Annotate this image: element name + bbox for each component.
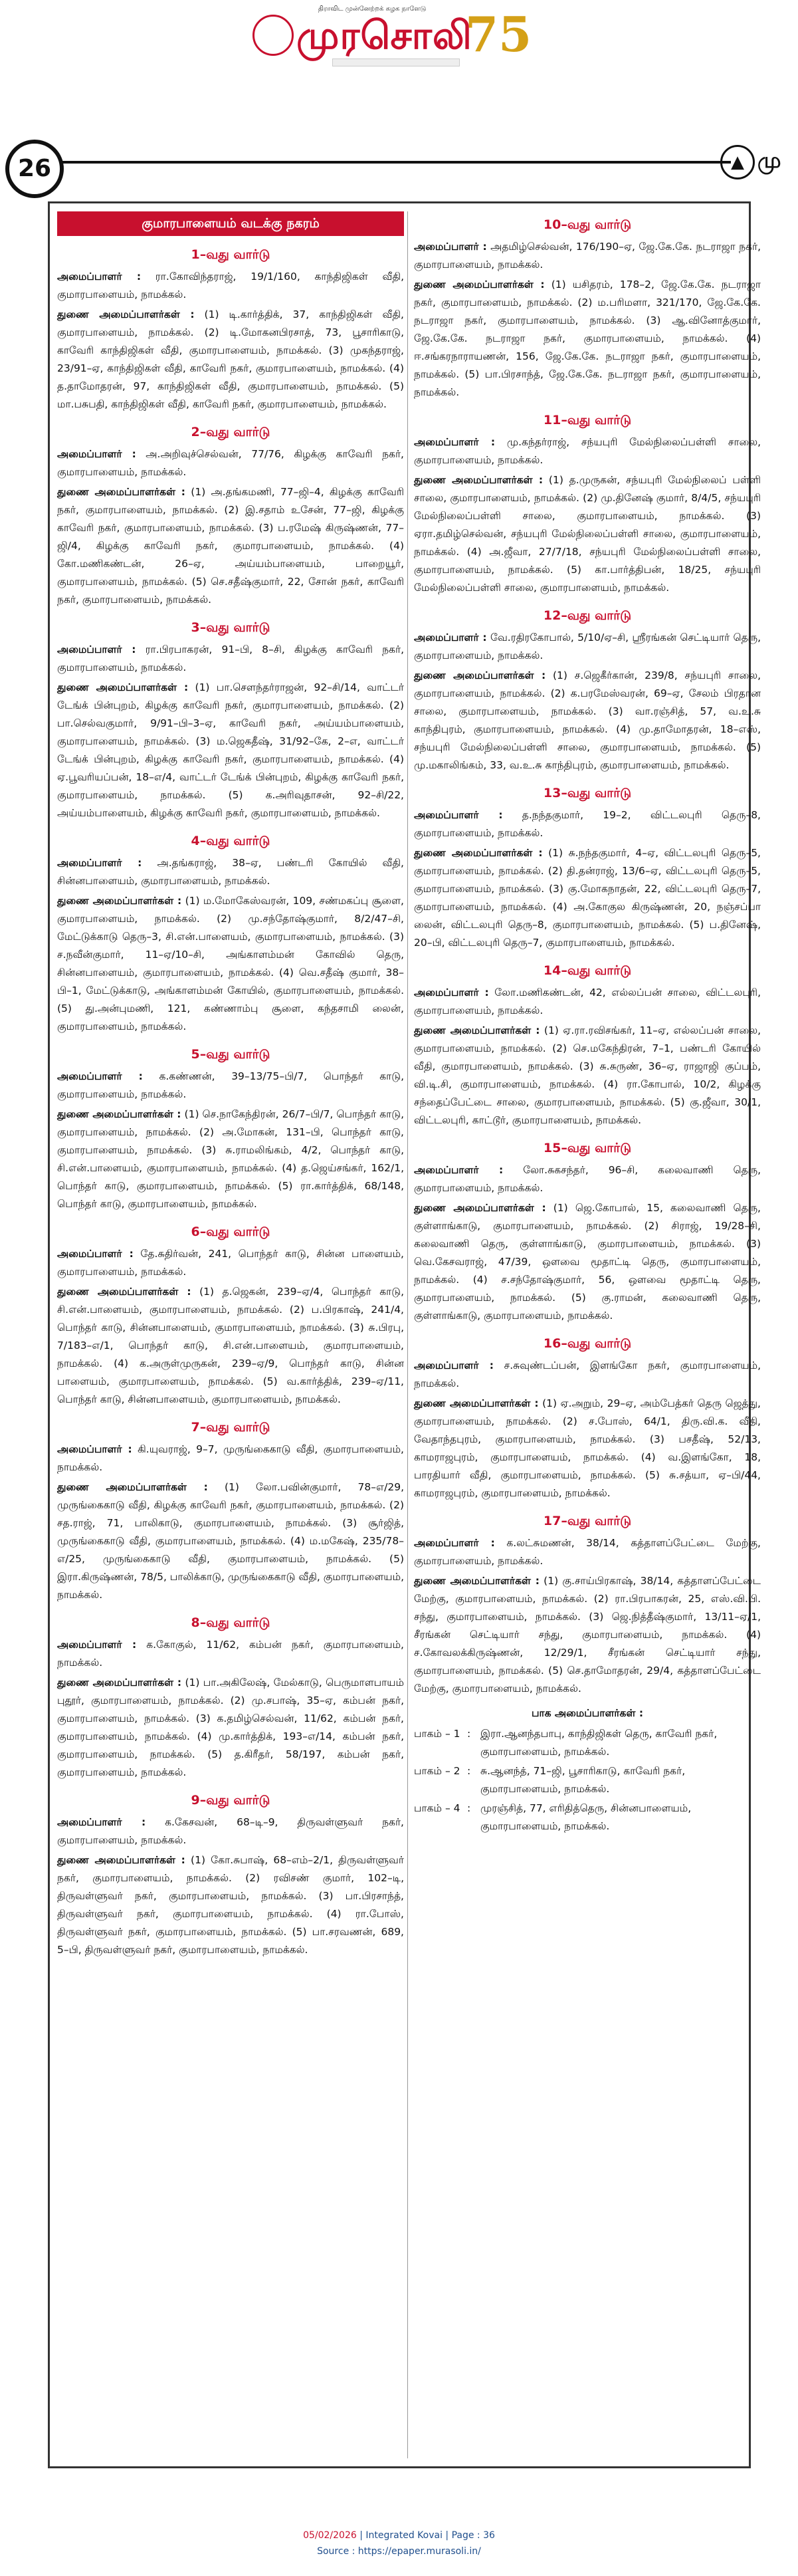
- amaippalar-label: அமைப்பாளர் :: [57, 1443, 132, 1455]
- page-number-badge: 26: [5, 140, 64, 198]
- ward-amaippalar: [414, 238, 761, 274]
- ward-heading: 1–வது வார்டு: [191, 247, 270, 262]
- ward-thunai: [414, 1199, 761, 1325]
- paguthi-heading: பாக அமைப்பாளர்கள் :: [531, 1707, 644, 1719]
- amaippalar-label: அமைப்பாளர் :: [57, 271, 142, 283]
- amaippalar-text: தே.சுதிர்வன், 241, பொந்தர் காடு, சின்ன பாளையம், குமாரபாளையம், நாமக்கல்.: [57, 1248, 404, 1278]
- thunai-label: துணை அமைப்பாளர்கள் :: [414, 1024, 540, 1036]
- ward-amaippalar: [57, 1441, 404, 1476]
- amaippalar-text: வே.ரதிரகோபால், 5/10/ஏ–சி, ஸ்ரீரங்கன் செட்டியார் தெரு, குமாரபாளையம், நாமக்கல்.: [414, 632, 761, 661]
- thunai-label: துணை அமைப்பாளர்கள் :: [414, 1202, 546, 1214]
- ward-amaippalar: [57, 268, 404, 304]
- ward-thunai: [57, 1283, 404, 1409]
- paguthi-key: பாகம் – 1: [414, 1728, 460, 1740]
- paguthi-row: [414, 1725, 761, 1761]
- thunai-label: துணை அமைப்பாளர்கள் :: [57, 681, 189, 693]
- thunai-label: துணை அமைப்பாளர்கள் :: [57, 1854, 185, 1866]
- amaippalar-label: அமைப்பாளர் :: [414, 987, 489, 998]
- amaippalar-text: த.நந்தகுமார், 19–2, விட்டலபுரி தெரு–8, குமாரபாளையம், நாமக்கல்.: [414, 809, 761, 839]
- thunai-label: துணை அமைப்பாளர்கள் :: [414, 1575, 540, 1587]
- page-header-bar: [0, 133, 798, 193]
- thunai-text: (1) கோ.சுபாஷ், 68–எம்–2/1, திருவள்ளுவர் நகர், குமாரபாளையம், நாமக்கல். (2) ரவிசண் குமார், 102–டி, திருவள்ளுவர் நகர், குமாரபாளையம், நாமக்கல். (3) பா.பிரசாந்த், திருவள்ளுவர் நகர், குமாரபாளையம், நாமக்கல். (4) ரா.போஸ், திருவள்ளுவர் நகர், குமாரபாளையம், நாமக்கல். (5) பா.சரவணன், 689, 5–பி, திருவள்ளுவர் நகர், குமாரபாளையம், நாமக்கல்.: [57, 1854, 404, 1956]
- paguthi-value: சு.ஆனந்த், 71–ஜி, பூசாரிகாடு, காவேரி நகர், குமாரபாளையம், நாமக்கல்.: [480, 1765, 686, 1795]
- amaippalar-text: க.கோகுல், 11/62, கம்பன் நகர், குமாரபாளையம், நாமக்கல்.: [57, 1639, 404, 1669]
- ward-thunai: [57, 483, 404, 609]
- thunai-text: (1) ஜெ.கோபால், 15, கலைவாணி தெரு, குள்ளாங்காடு, குமாரபாளையம், நாமக்கல். (2) சிராஜ், 19/28–சி, கலைவாணி தெரு, குள்ளாங்காடு, குமாரபாளையம், நாமக்கல். (3) வெ.கேசவராஜ், 47/39, ஒளவை மூதாட்டி தெரு, குமாரபாளையம், நாமக்கல். (4) ச.சந்தோஷ்குமார், 56, ஒளவை மூதாட்டி தெரு, குமாரபாளையம், நாமக்கல். (5) கு.ராமன், கலைவாணி தெரு, குள்ளாங்காடு, குமாரபாளையம், நாமக்கல்.: [414, 1202, 761, 1322]
- emblem-icon: [252, 15, 294, 56]
- ward-thunai: [414, 1395, 761, 1502]
- thunai-text: (1) ஏ.ரா.ரவிசங்கர், 11–ஏ, எல்லப்பன் சாலை, குமாரபாளையம், நாமக்கல். (2) செ.மகேந்திரன், 7–1, பண்டரி கோயில் வீதி, குமாரபாளையம், நாமக்கல். (3) சு.சுருண், 36–ஏ, ராஜாஜி குப்பம், வி.டி.சி, குமாரபாளையம், நாமக்கல். (4) ரா.கோபால், 10/2, கிழக்கு சந்தைப்பேட்டை சாலை, குமாரபாளையம், நாமக்கல். (5) கு.ஜீவா, 30/1, விட்டலபுரி, காட்டூர், குமாரபாளையம், நாமக்கல்.: [414, 1024, 761, 1126]
- ward-heading: 12–வது வார்டு: [543, 608, 632, 623]
- thunai-label: துணை அமைப்பாளர்கள் :: [414, 847, 543, 859]
- ward-thunai: [57, 892, 404, 1036]
- paguthi-row: [414, 1800, 761, 1835]
- paguthi-sep: :: [467, 1802, 471, 1814]
- left-column: [57, 211, 404, 1961]
- ward-amaippalar: [414, 433, 761, 469]
- masthead: [0, 0, 798, 80]
- paguthi-key: பாகம் – 4: [414, 1802, 460, 1814]
- ward-thunai: [57, 1851, 404, 1959]
- ward-heading: 17–வது வார்டு: [543, 1514, 632, 1528]
- thunai-label: துணை அமைப்பாளர்கள் :: [57, 1677, 182, 1689]
- thunai-text: (1) பா.அகிலேஷ், மேல்காடு, பெருமாளபாயம் புதூர், குமாரபாளையம், நாமக்கல். (2) மு.சபாஷ், 35–ஏ, கம்பன் நகர், குமாரபாளையம், நாமக்கல். (3) க.தமிழ்செல்வன், 11/62, கம்பன் நகர், குமாரபாளையம், நாமக்கல். (4) மு.கார்த்திக், 193–எ/14, கம்பன் நகர், குமாரபாளையம், நாமக்கல். (5) த.கிரீதர், 58/197, கம்பன் நகர், குமாரபாளையம், நாமக்கல்.: [57, 1677, 404, 1778]
- anniversary-mark: 75: [465, 6, 532, 62]
- amaippalar-text: ரா.பிரபாகரன், 91–பி, 8–சி, கிழக்கு காவேரி நகர், குமாரபாளையம், நாமக்கல்.: [57, 644, 404, 673]
- ward-thunai: [414, 471, 761, 597]
- footer-line-1: [0, 2527, 798, 2543]
- paguthi-value: முரஞ்சித், 77, எரிதித்தெரு, சின்னபாளையம், குமாரபாளையம், நாமக்கல்.: [480, 1802, 692, 1832]
- ward-amaippalar: [414, 1357, 761, 1393]
- ward-heading: 11–வது வார்டு: [543, 413, 632, 427]
- amaippalar-text: கி.யுவராஜ், 9–7, முருங்கைகாடு வீதி, குமாரபாளையம், நாமக்கல்.: [57, 1443, 404, 1473]
- amaippalar-text: க.லட்சுமணன், 38/14, கத்தாளப்பேட்டை மேற்கு, குமாரபாளையம், நாமக்கல்.: [414, 1537, 761, 1567]
- ward-heading: 6–வது வார்டு: [191, 1225, 270, 1239]
- ward-heading: 10–வது வார்டு: [543, 217, 632, 232]
- ward-amaippalar: [57, 1245, 404, 1281]
- amaippalar-label: அமைப்பாளர் :: [414, 809, 503, 821]
- column-divider: [407, 211, 408, 2458]
- amaippalar-text: ரா.கோவிந்தராஜ், 19/1/160, காந்திஜிகள் வீதி, குமாரபாளையம், நாமக்கல்.: [57, 271, 404, 300]
- ward-amaippalar: [57, 1068, 404, 1104]
- ward-amaippalar: [414, 1534, 761, 1570]
- amaippalar-label: அமைப்பாளர் :: [57, 1070, 143, 1082]
- ward-amaippalar: [414, 1161, 761, 1197]
- amaippalar-text: அ.தங்கராஜ், 38–ஏ, பண்டரி கோயில் வீதி, சின்னபாளையம், குமாரபாளையம், நாமக்கல்.: [57, 857, 404, 887]
- ward-thunai: [414, 667, 761, 774]
- header-rule: [40, 161, 731, 164]
- amaippalar-label: அமைப்பாளர் :: [414, 241, 487, 253]
- rising-sun-icon: ▲: [720, 145, 755, 179]
- thunai-label: துணை அமைப்பாளர்கள் :: [57, 1286, 191, 1298]
- amaippalar-text: ச.சுவுண்டப்பன், இளங்கோ நகர், குமாரபாளையம், நாமக்கல்.: [414, 1359, 761, 1389]
- logo-underline: [332, 59, 460, 66]
- amaippalar-text: அதமிழ்செல்வன், 176/190–ஏ, ஜே.கே.கே. நடராஜா நகர், குமாரபாளையம், நாமக்கல்.: [414, 241, 761, 271]
- thunai-text: (1) சு.நந்தகுமார், 4–ஏ, விட்டலபுரி தெரு–5, குமாரபாளையம், நாமக்கல். (2) தி.தன்ராஜ், 13/6–ஏ, விட்டலபுரி தெரு–5, குமாரபாளையம், நாமக்கல். (3) கு.மோகநாதன், 22, விட்டலபுரி தெரு–7, குமாரபாளையம், நாமக்கல். (4) அ.கோகுல கிருஷ்ணன், 20, நஞ்சப்பா லைன், விட்டலபுரி தெரு–8, குமாரபாளையம், நாமக்கல். (5) ப.தினேஷ், 20–பி, விட்டலபுரி தெரு–7, குமாரபாளையம், நாமக்கல்.: [414, 847, 761, 949]
- ward-heading: 4–வது வார்டு: [191, 834, 270, 848]
- thunai-text: (1) ம.மோகேஸ்வரன், 109, சண்மகப்பு சூளை, குமாரபாளையம், நாமக்கல். (2) மு.சந்தோஷ்குமார், 8/2/47–சி, மேட்டுக்காடு தெரு–3, சி.என்.பாளையம், குமாரபாளையம், நாமக்கல். (3) ச.நவீன்குமார், 11–ஏ/10–சி, அங்காளம்மன் கோவில் தெரு, சின்னபாளையம், குமாரபாளையம், நாமக்கல். (4) வெ.சதீஷ் குமார், 38–பி–1, மேட்டுக்காடு, அங்காளம்மன் கோயில், குமாரபாளையம், நாமக்கல். (5) து.அன்புமணி, 121, கண்ணாம்பு சூளை, கந்தசாமி லைன், குமாரபாளையம், நாமக்கல்.: [57, 895, 404, 1032]
- footer-date: 05/02/2026: [303, 2530, 357, 2541]
- ward-amaippalar: [57, 1814, 404, 1849]
- section-title: குமாரபாளையம் வடக்கு நகரம்: [57, 211, 404, 236]
- footer-source-link[interactable]: Source : https://epaper.murasoli.in/: [317, 2546, 481, 2557]
- ward-thunai: [414, 1022, 761, 1129]
- thunai-text: (1) யசிதரம், 178–2, ஜே.கே.கே. நடராஜா நகர், குமாரபாளையம், நாமக்கல். (2) ம.பரிமளா, 321/170, ஜே.கே.கே. நடராஜா நகர், குமாரபாளையம், நாமக்கல். (3) ஆ.வினோத்குமார், ஜே.கே.கே. நடராஜா நகர், குமாரபாளையம், நாமக்கல். (4) ஈ.சங்கரநாராயணன், 156, ஜே.கே.கே. நடராஜா நகர், குமாரபாளையம், நாமக்கல். (5) பா.பிரசாந்த், ஜே.கே.கே. நடராஜா நகர், குமாரபாளையம், நாமக்கல்.: [414, 279, 761, 398]
- amaippalar-label: அமைப்பாளர் :: [57, 857, 142, 869]
- paguthi-sep: :: [467, 1765, 471, 1777]
- paguthi-sep: :: [467, 1728, 471, 1740]
- thunai-label: துணை அமைப்பாளர்கள் :: [414, 1397, 539, 1409]
- thunai-text: (1) லோ.பவின்குமார், 78–எ/29, முருங்கைகாடு வீதி, கிழக்கு காவேரி நகர், குமாரபாளையம், நாமக்கல். (2) சத.ராஜ், 71, பாலிகாடு, குமாரபாளையம், நாமக்கல். (3) சூர்ஜித், முருங்கைகாடு வீதி, குமாரபாளையம், நாமக்கல். (4) ம.மகேஷ், 235/78–எ/25, முருங்கைகாடு வீதி, குமாரபாளையம், நாமக்கல். (5) இரா.கிருஷ்ணன், 78/5, பாலிக்காடு, முருங்கைகாடு வீதி, குமாரபாளையம், நாமக்கல்.: [57, 1481, 404, 1601]
- amaippalar-text: லோ.மணிகண்டன், 42, எல்லப்பன் சாலை, விட்டலபுரி, குமாரபாளையம், நாமக்கல்.: [414, 987, 761, 1016]
- ward-heading: 3–வது வார்டு: [191, 620, 270, 635]
- ward-heading: 15–வது வார்டு: [543, 1141, 632, 1155]
- ward-heading: 2–வது வார்டு: [191, 425, 270, 439]
- ward-thunai: [57, 1478, 404, 1604]
- ward-amaippalar: [57, 1636, 404, 1672]
- ward-amaippalar: [57, 641, 404, 677]
- ward-heading: 7–வது வார்டு: [191, 1420, 270, 1435]
- thunai-label: துணை அமைப்பாளர்கள் :: [57, 895, 182, 907]
- ward-heading: 9–வது வார்டு: [191, 1793, 270, 1808]
- amaippalar-text: க.கேசவன், 68–டி–9, திருவள்ளுவர் நகர், குமாரபாளையம், நாமக்கல்.: [57, 1816, 404, 1846]
- header-right-fragment: மு: [757, 148, 781, 173]
- ward-amaippalar: [414, 629, 761, 665]
- amaippalar-label: அமைப்பாளர் :: [414, 632, 487, 644]
- thunai-text: (1) டி.கார்த்திக், 37, காந்திஜிகள் வீதி, குமாரபாளையம், நாமக்கல். (2) டி.மோகனபிரசாத், 73, பூசாரிகாடு, காவேரி காந்திஜிகள் வீதி, குமாரபாளையம், நாமக்கல். (3) முகந்தராஜ், 23/91–ஏ, காந்திஜிகள் வீதி, காவேரி நகர், குமாரபாளையம், நாமக்கல். (4) த.தாமோதரன், 97, காந்திஜிகள் வீதி, குமாரபாளையம், நாமக்கல். (5) மா.பசுபதி, காந்திஜிகள் வீதி, காவேரி நகர், குமாரபாளையம், நாமக்கல்.: [57, 308, 404, 410]
- logo-tagline: திராவிட முன்னேற்றக் கழக நாளேடு: [318, 5, 427, 13]
- thunai-text: (1) த.முருகன், சந்யபுரி மேல்நிலைப் பள்ளி சாலை, குமாரபாளையம், நாமக்கல். (2) மு.தினேஷ் குமார், 8/4/5, சந்யபுரி மேல்நிலைப்பள்ளி சாலை, குமாரபாளையம், நாமக்கல். (3) ஏரா.தமிழ்செல்வன், சந்யபுரி மேல்நிலைப்பள்ளி சாலை, குமாரபாளையம், நாமக்கல். (4) அ.ஜீவா, 27/7/18, சந்யபுரி மேல்நிலைப்பள்ளி சாலை, குமாரபாளையம், நாமக்கல். (5) கா.பார்த்திபன், 18/25, சந்யபுரி மேல்நிலைப்பள்ளி சாலை, குமாரபாளையம், நாமக்கல்.: [414, 474, 761, 594]
- footer-edition: | Integrated Kovai | Page : 36: [356, 2530, 495, 2541]
- thunai-text: (1) ஏ.அறும், 29–ஏ, அம்பேத்கர் தெரு ஜெத்து, குமாரபாளையம், நாமக்கல். (2) ச.போஸ், 64/1, திரு.வி.க. வீதி, வேதாந்தபுரம், குமாரபாளையம், நாமக்கல். (3) பசதீஷ், 52/13, காமராஜபுரம், குமாரபாளையம், நாமக்கல். (4) வ.இளங்கோ, 18, பாரதியார் வீதி, குமாரபாளையம், நாமக்கல். (5) சு.சத்யா, ஏ–பி/44, காமராஜபுரம், குமாரபாளையம், நாமக்கல்.: [414, 1397, 761, 1499]
- ward-amaippalar: [57, 854, 404, 890]
- ward-thunai: [57, 1674, 404, 1782]
- logo-title: முரசொலி: [296, 13, 472, 58]
- amaippalar-label: அமைப்பாளர் :: [57, 1816, 146, 1828]
- amaippalar-text: அ.அறிவுச்செல்வன், 77/76, கிழக்கு காவேரி நகர், குமாரபாளையம், நாமக்கல்.: [57, 448, 404, 478]
- ward-thunai: [57, 679, 404, 822]
- thunai-label: துணை அமைப்பாளர்கள் :: [414, 279, 545, 291]
- right-column: [414, 211, 761, 1837]
- amaippalar-label: அமைப்பாளர் :: [57, 1248, 134, 1260]
- thunai-label: துணை அமைப்பாளர்கள் :: [414, 474, 544, 486]
- thunai-text: (1) அ.தங்கமணி, 77–ஜி–4, கிழக்கு காவேரி நகர், குமாரபாளையம், நாமக்கல். (2) இ.சதாம் உசேன், 77–ஜி, கிழக்கு காவேரி நகர், குமாரபாளையம், நாமக்கல். (3) ப.ரமேஷ் கிருஷ்ணன், 77–ஜி/4, கிழக்கு காவேரி நகர், குமாரபாளையம், நாமக்கல். (4) கோ.மணிகண்டன், 26–ஏ, அய்யம்பாளையம், பாறையூர், குமாரபாளையம், நாமக்கல். (5) செ.சதீஷ்குமார், 22, சோன் நகர், காவேரி நகர், குமாரபாளையம், நாமக்கல்.: [57, 486, 405, 606]
- paguthi-key: பாகம் – 2: [414, 1765, 460, 1777]
- amaippalar-label: அமைப்பாளர் :: [414, 1164, 504, 1176]
- ward-thunai: [57, 306, 404, 413]
- page-footer: [0, 2527, 798, 2559]
- thunai-label: துணை அமைப்பாளர்கள் :: [57, 486, 186, 498]
- amaippalar-label: அமைப்பாளர் :: [414, 1359, 494, 1371]
- thunai-label: துணை அமைப்பாளர்கள் :: [57, 1481, 208, 1493]
- thunai-text: (1) கு.சாய்பிரகாஷ், 38/14, கத்தாளப்பேட்டை மேற்கு, குமாரபாளையம், நாமக்கல். (2) ரா.பிரபாகரன், 25, எஸ்.வி.பி. சந்து, குமாரபாளையம், நாமக்கல். (3) ஜெ.நித்தீஷ்குமார், 13/11–ஏ/1, சீரங்கன் செட்டியார் சந்து, குமாரபாளையம், நாமக்கல். (4) ச.கோவலக்கிருஷ்ணன், 12/29/1, சீரங்கன் செட்டியார் சந்து, குமாரபாளையம், நாமக்கல். (5) செ.தாமோதரன், 29/4, கத்தாளப்பேட்டை மேற்கு, குமாரபாளையம், நாமக்கல்.: [414, 1575, 761, 1695]
- thunai-text: (1) பா.சௌந்தர்ராஜன், 92–சி/14, வாட்டர் டேங்க் பின்புறம், கிழக்கு காவேரி நகர், குமாரபாளையம், நாமக்கல். (2) பா.செல்வகுமார், 9/91–பி–3–ஏ, காவேரி நகர், அய்யம்பாளையம், குமாரபாளையம், நாமக்கல். (3) ம.ஜெகதீஷ், 31/92–கே, 2–எ, வாட்டர் டேங்க் பின்புறம், கிழக்கு காவேரி நகர், குமாரபாளையம், நாமக்கல். (4) ஏ.பூவரியப்பன், 18–எ/4, வாட்டர் டேங்க் பின்புறம், கிழக்கு காவேரி நகர், குமாரபாளையம், நாமக்கல். (5) க.அரிவுதாசன், 92–சி/22, அய்யம்பாளையம், கிழக்கு காவேரி நகர், குமாரபாளையம், நாமக்கல்.: [57, 681, 404, 819]
- amaippalar-label: அமைப்பாளர் :: [57, 1639, 137, 1651]
- ward-amaippalar: [57, 445, 404, 481]
- thunai-label: துணை அமைப்பாளர்கள் :: [414, 669, 546, 681]
- thunai-text: (1) த.ஜெகன், 239–ஏ/4, பொந்தர் காடு, சி.என்.பாளையம், குமாரபாளையம், நாமக்கல். (2) ப.பிரகாஷ், 241/4, பொந்தர் காடு, சின்னபாளையம், குமாரபாளையம், நாமக்கல். (3) சு.பிரபு, 7/183–எ/1, பொந்தர் காடு, சி.என்.பாளையம், குமாரபாளையம், நாமக்கல். (4) க.அருள்முருகன், 239–ஏ/9, பொந்தர் காடு, சின்ன பாளையம், குமாரபாளையம், நாமக்கல். (5) வ.கார்த்திக், 239–ஏ/11, பொந்தர் காடு, சின்னபாளையம், குமாரபாளையம், நாமக்கல்.: [57, 1286, 404, 1405]
- ward-heading: 16–வது வார்டு: [543, 1336, 632, 1351]
- thunai-label: துணை அமைப்பாளர்கள் :: [57, 308, 195, 320]
- amaippalar-text: க.கண்ணன், 39–13/75–பி/7, பொந்தர் காடு, குமாரபாளையம், நாமக்கல்.: [57, 1070, 404, 1100]
- paguthi-value: இரா.ஆனந்தபாபு, காந்திஜிகள் தெரு, காவேரி நகர், குமாரபாளையம், நாமக்கல்.: [480, 1728, 718, 1758]
- ward-thunai: [57, 1106, 404, 1213]
- ward-heading: 14–வது வார்டு: [543, 963, 632, 978]
- ward-amaippalar: [414, 806, 761, 842]
- amaippalar-text: லோ.சுகசந்தர், 96–சி, கலைவாணி தெரு, குமாரபாளையம், நாமக்கல்.: [414, 1164, 761, 1194]
- newspaper-logo[interactable]: [252, 5, 545, 65]
- ward-thunai: [414, 844, 761, 952]
- amaippalar-label: அமைப்பாளர் :: [57, 448, 136, 460]
- paguthi-row: [414, 1762, 761, 1798]
- thunai-text: (1) செ.நாகேந்திரன், 26/7–பி/7, பொந்தர் காடு, குமாரபாளையம், நாமக்கல். (2) அ.மோகன், 131–பி, பொந்தர் காடு, குமாரபாளையம், நாமக்கல். (3) சு.ராமலிங்கம், 4/2, பொந்தர் காடு, சி.என்.பாளையம், குமாரபாளையம், நாமக்கல். (4) த.ஜெய்சங்கர், 162/1, பொந்தர் காடு, குமாரபாளையம், நாமக்கல். (5) ரா.கார்த்திக், 68/148, பொந்தர் காடு, குமாரபாளையம், நாமக்கல்.: [57, 1108, 404, 1210]
- ward-amaippalar: [414, 984, 761, 1020]
- thunai-text: (1) ச.ஜெகீர்கான், 239/8, சந்யபுரி சாலை, குமாரபாளையம், நாமக்கல். (2) க.பரமேஸ்வரன், 69–ஏ, சேலம் பிரதான சாலை, குமாரபாளையம், நாமக்கல். (3) வா.ரஞ்சித், 57, வ.உ.சு காந்திபுரம், குமாரபாளையம், நாமக்கல். (4) மு.தாமோதரன், 18–எஸ், சந்யபுரி மேல்நிலைப்பள்ளி சாலை, குமாரபாளையம், நாமக்கல். (5) மு.மகாலிங்கம், 33, வ.உ.சு காந்திபுரம், குமாரபாளையம், நாமக்கல்.: [414, 669, 761, 771]
- amaippalar-text: மு.கந்தர்ராஜ், சந்யபுரி மேல்நிலைப்பள்ளி சாலை, குமாரபாளையம், நாமக்கல்.: [414, 436, 761, 466]
- ward-thunai: [414, 1572, 761, 1698]
- ward-heading: 8–வது வார்டு: [191, 1615, 270, 1630]
- ward-thunai: [414, 276, 761, 402]
- ward-heading: 13–வது வார்டு: [543, 786, 632, 800]
- ward-heading: 5–வது வார்டு: [191, 1047, 270, 1062]
- thunai-label: துணை அமைப்பாளர்கள் :: [57, 1108, 181, 1120]
- amaippalar-label: அமைப்பாளர் :: [414, 436, 496, 448]
- amaippalar-label: அமைப்பாளர் :: [57, 644, 136, 655]
- amaippalar-label: அமைப்பாளர் :: [414, 1537, 495, 1549]
